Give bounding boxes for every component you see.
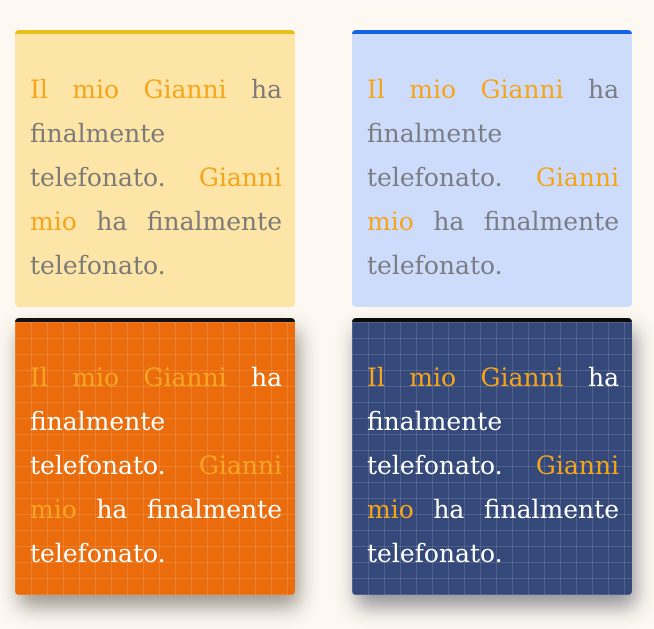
highlight-text: Gianni mio (30, 451, 282, 524)
body-text: ha finalmente telefonato. (30, 207, 282, 280)
card-blue (352, 30, 632, 307)
body-text: ha finalmente telefonato. (30, 363, 282, 480)
card-yellow (15, 30, 295, 307)
card-navy (352, 318, 632, 595)
highlight-text: Il mio Gianni (367, 75, 564, 104)
card-text (30, 356, 282, 576)
card-text (367, 68, 619, 288)
card-text (30, 68, 282, 288)
card-text (367, 356, 619, 576)
body-text: ha finalmente telefonato. (367, 75, 619, 192)
highlight-text: Il mio Gianni (367, 363, 564, 392)
body-text: ha finalmente telefonato. (367, 495, 619, 568)
highlight-text: Gianni mio (30, 163, 282, 236)
body-text: ha finalmente telefonato. (367, 207, 619, 280)
highlight-text: Il mio Gianni (30, 363, 227, 392)
body-text: ha finalmente telefonato. (30, 75, 282, 192)
body-text: ha finalmente telefonato. (367, 363, 619, 480)
highlight-text: Il mio Gianni (30, 75, 227, 104)
highlight-text: Gianni mio (367, 163, 619, 236)
body-text: ha finalmente telefonato. (30, 495, 282, 568)
highlight-text: Gianni mio (367, 451, 619, 524)
card-orange (15, 318, 295, 595)
